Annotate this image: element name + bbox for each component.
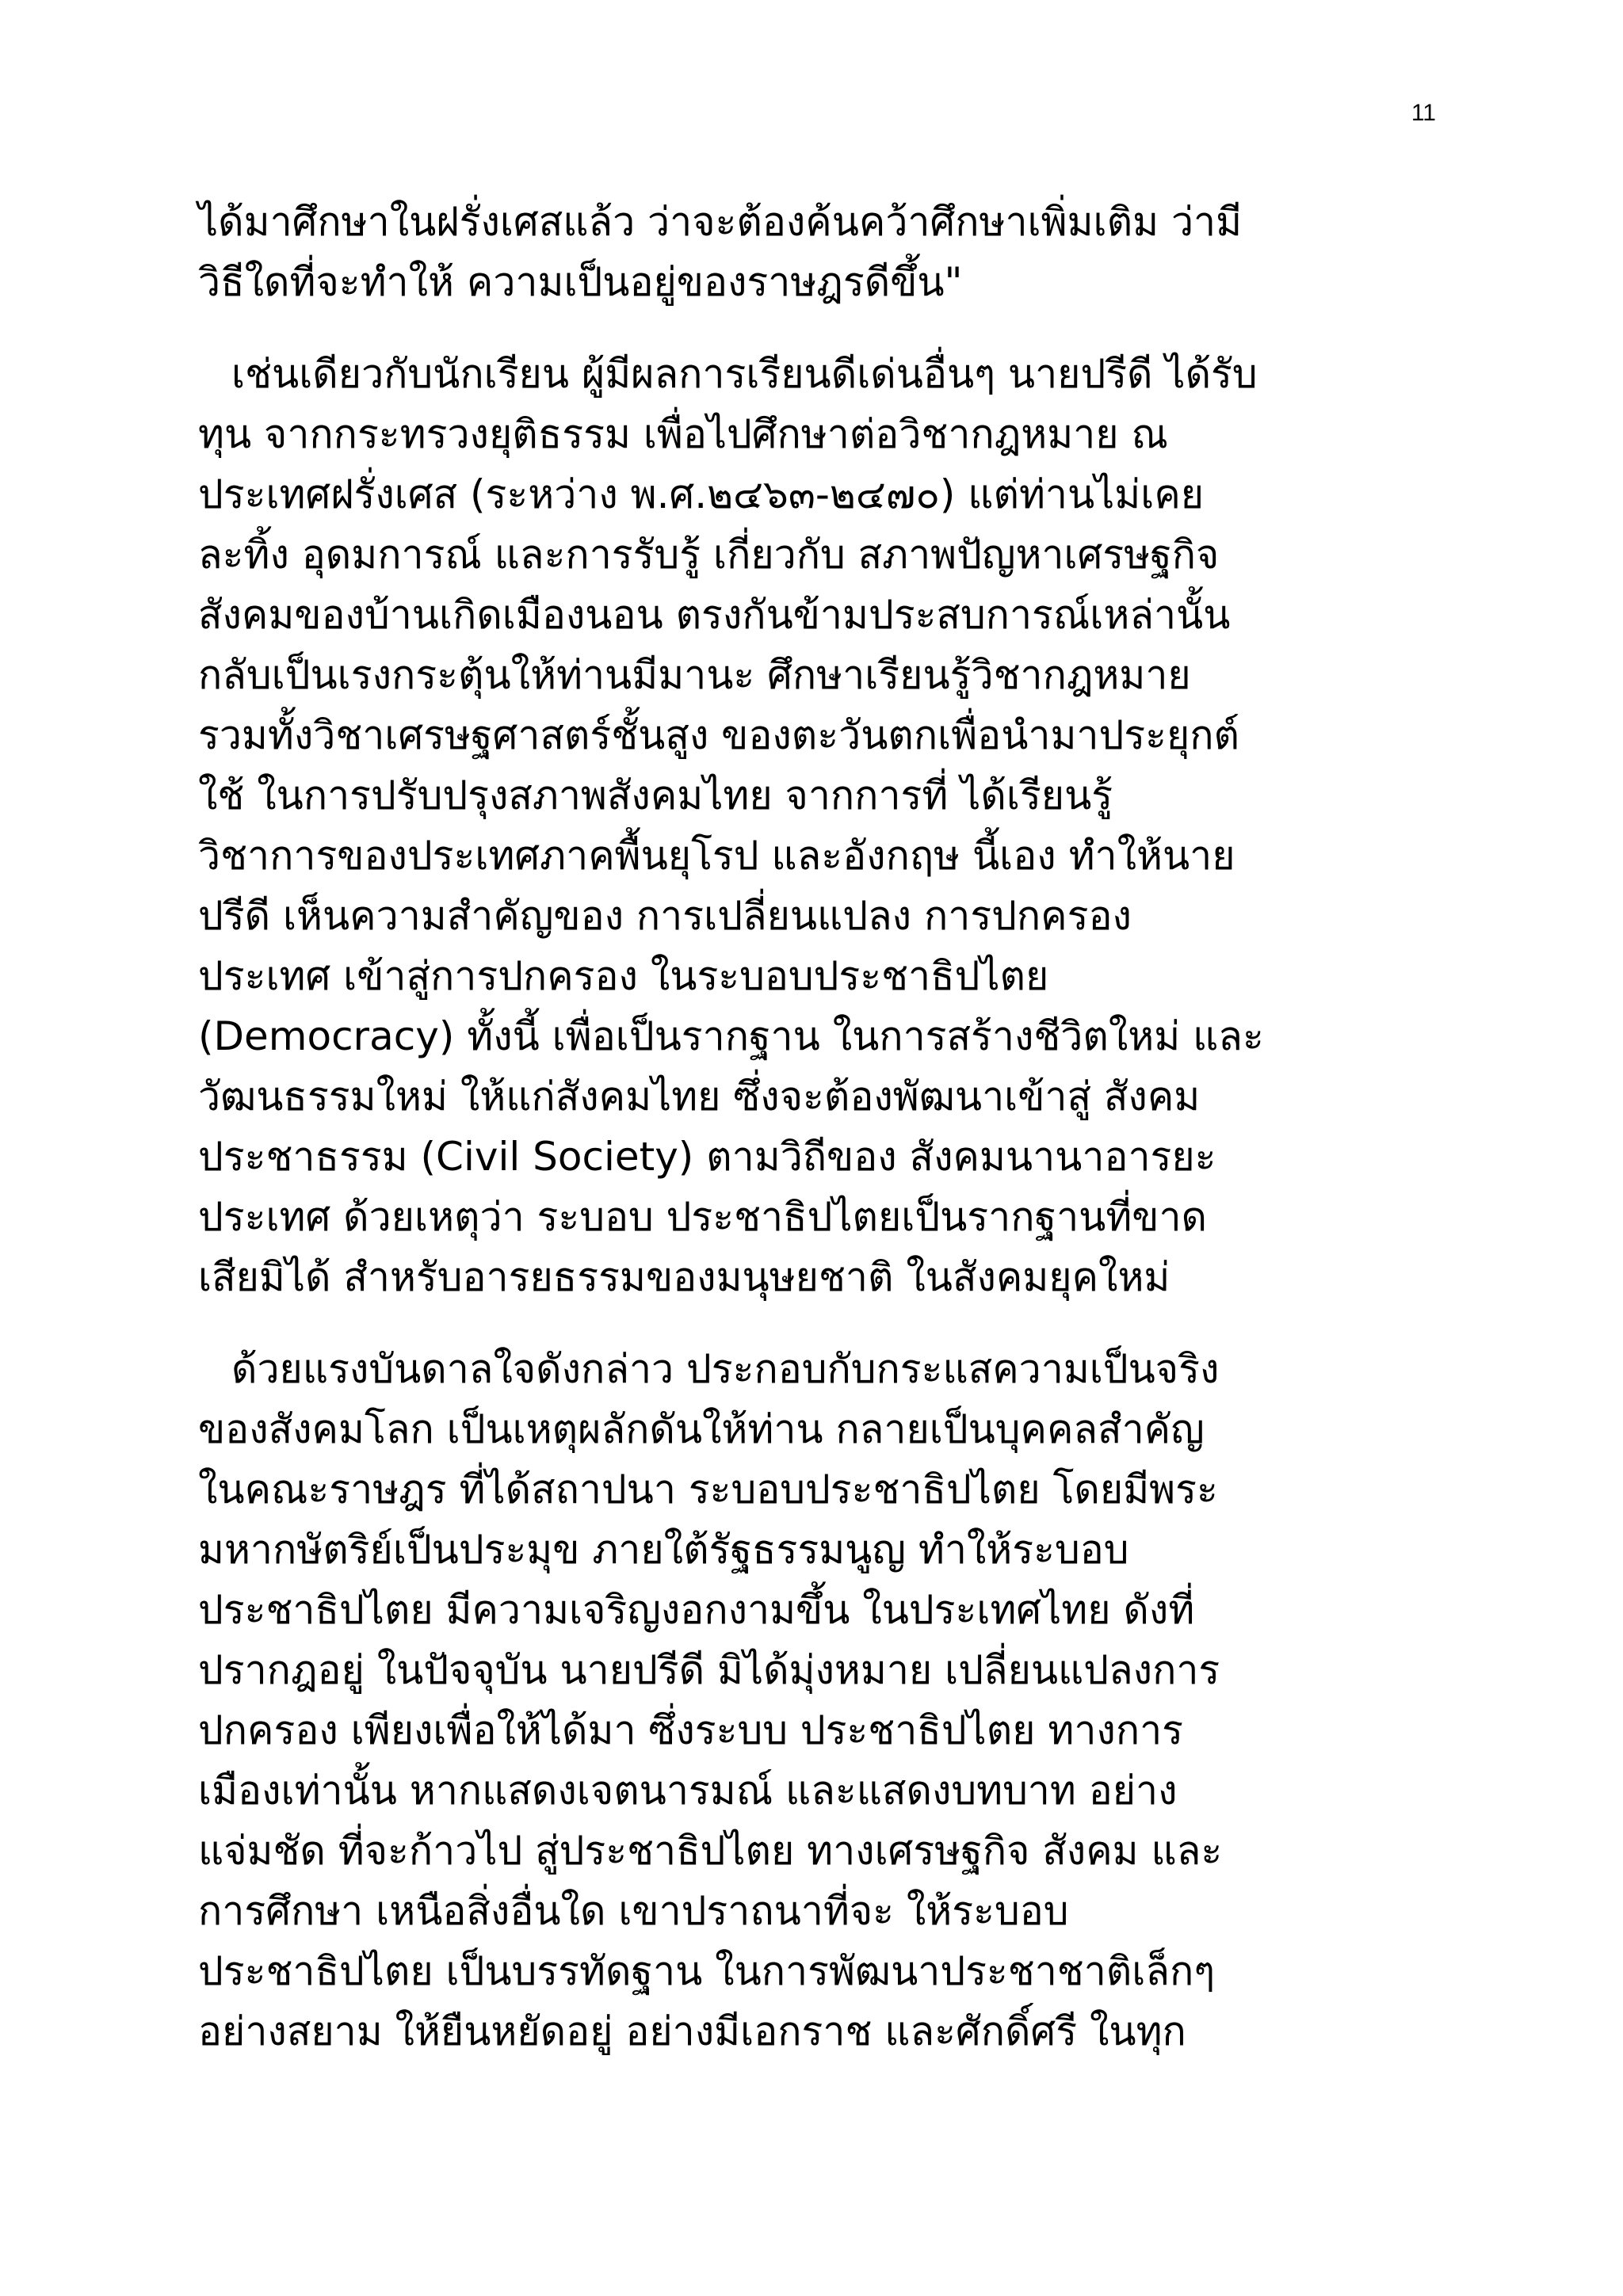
text-line: ปรากฎอยู่ ในปัจจุบัน นายปรีดี มิได้มุ่งหมาย เปลี่ยนแปลงการ: [198, 1647, 1220, 1693]
text-line: เช่นเดียวกับนักเรียน ผู้มีผลการเรียนดีเด่นอื่นๆ นายปรีดี ได้รับ: [231, 351, 1258, 397]
text-line: ได้มาศึกษาในฝรั่งเศสแล้ว ว่าจะต้องค้นคว้าศึกษาเพิ่มเติม ว่ามี: [198, 199, 1243, 245]
text-line: กลับเป็นเรงกระตุ้นให้ท่านมีมานะ ศึกษาเรียนรู้วิชากฎหมาย: [198, 652, 1191, 698]
text-line: ของสังคมโลก เป็นเหตุผลักดันให้ท่าน กลายเป็นบุคคลสำคัญ: [198, 1406, 1205, 1452]
text-line: วัฒนธรรมใหม่ ให้แก่สังคมไทย ซึ่งจะต้องพัฒนาเข้าสู่ สังคม: [198, 1074, 1201, 1119]
paragraph-2: [198, 344, 1450, 1307]
paragraph-3: [198, 1339, 1450, 2061]
paragraph-1: [198, 192, 1450, 312]
text-line: ในคณะราษฎร ที่ได้สถาปนา ระบอบประชาธิปไตย โดยมีพระ: [198, 1466, 1218, 1512]
text-line: มหากษัตริย์เป็นประมุข ภายใต้รัฐธรรมนูญ ทำให้ระบอบ: [198, 1527, 1129, 1573]
text-line: วิชาการของประเทศภาคพื้นยุโรป และอังกฤษ นี้เอง ทำให้นาย: [198, 833, 1235, 879]
text-line: ประเทศ เข้าสู่การปกครอง ในระบอบประชาธิปไตย: [198, 953, 1049, 999]
text-line: แจ่มชัด ที่จะก้าวไป สู่ประชาธิปไตย ทางเศรษฐกิจ สังคม และ: [198, 1828, 1223, 1874]
text-line: สังคมของบ้านเกิดเมืองนอน ตรงกันข้ามประสบการณ์เหล่านั้น: [198, 592, 1231, 638]
text-line: วิธีใดที่จะทำให้ ความเป็นอยู่ของราษฎรดีขึ้น": [198, 259, 963, 305]
text-line: รวมทั้งวิชาเศรษฐศาสตร์ชั้นสูง ของตะวันตกเพื่อนำมาประยุกต์: [198, 712, 1239, 758]
page-number: 11: [1411, 100, 1436, 126]
text-line: ประเทศฝรั่งเศส (ระหว่าง พ.ศ.๒๔๖๓-๒๔๗๐) แต่ท่านไม่เคย: [198, 471, 1205, 517]
text-line: ประชาธิปไตย เป็นบรรทัดฐาน ในการพัฒนาประชาชาติเล็กๆ: [198, 1948, 1216, 1994]
text-line: ปรีดี เห็นความสำคัญของ การเปลี่ยนแปลง การปกครอง: [198, 893, 1132, 939]
document-body: [198, 192, 1450, 2061]
text-line: เสียมิได้ สำหรับอารยธรรมของมนุษยชาติ ในสังคมยุคใหม่: [198, 1254, 1170, 1300]
text-line: อย่างสยาม ให้ยืนหยัดอยู่ อย่างมีเอกราช และศักดิ์ศรี ในทุก: [198, 2008, 1186, 2054]
text-line: ประชาธรรม (Civil Society) ตามวิถีของ สังคมนานาอารยะ: [198, 1134, 1216, 1180]
text-line: การศึกษา เหนือสิ่งอื่นใด เขาปราถนาที่จะ ให้ระบอบ: [198, 1888, 1069, 1934]
text-line: ปกครอง เพียงเพื่อให้ได้มา ซึ่งระบบ ประชาธิปไตย ทางการ: [198, 1707, 1184, 1753]
text-line: ใช้ ในการปรับปรุงสภาพสังคมไทย จากการที่ ได้เรียนรู้: [198, 772, 1113, 818]
text-line: ทุน จากกระทรวงยุติธรรม เพื่อไปศึกษาต่อวิชากฎหมาย ณ: [198, 411, 1168, 457]
text-line: เมืองเท่านั้น หากแสดงเจตนารมณ์ และแสดงบทบาท อย่าง: [198, 1768, 1178, 1814]
text-line: (Democracy) ทั้งนี้ เพื่อเป็นรากฐาน ในการสร้างชีวิตใหม่ และ: [198, 1013, 1264, 1059]
text-line: ละทิ้ง อุดมการณ์ และการรับรู้ เกี่ยวกับ สภาพปัญหาเศรษฐกิจ: [198, 532, 1220, 578]
text-line: ประเทศ ด้วยเหตุว่า ระบอบ ประชาธิปไตยเป็นรากฐานที่ขาด: [198, 1194, 1208, 1240]
text-line: ด้วยแรงบันดาลใจดังกล่าว ประกอบกับกระแสความเป็นจริง: [231, 1346, 1220, 1392]
text-line: ประชาธิปไตย มีความเจริญงอกงามขึ้น ในประเทศไทย ดังที่: [198, 1587, 1195, 1633]
